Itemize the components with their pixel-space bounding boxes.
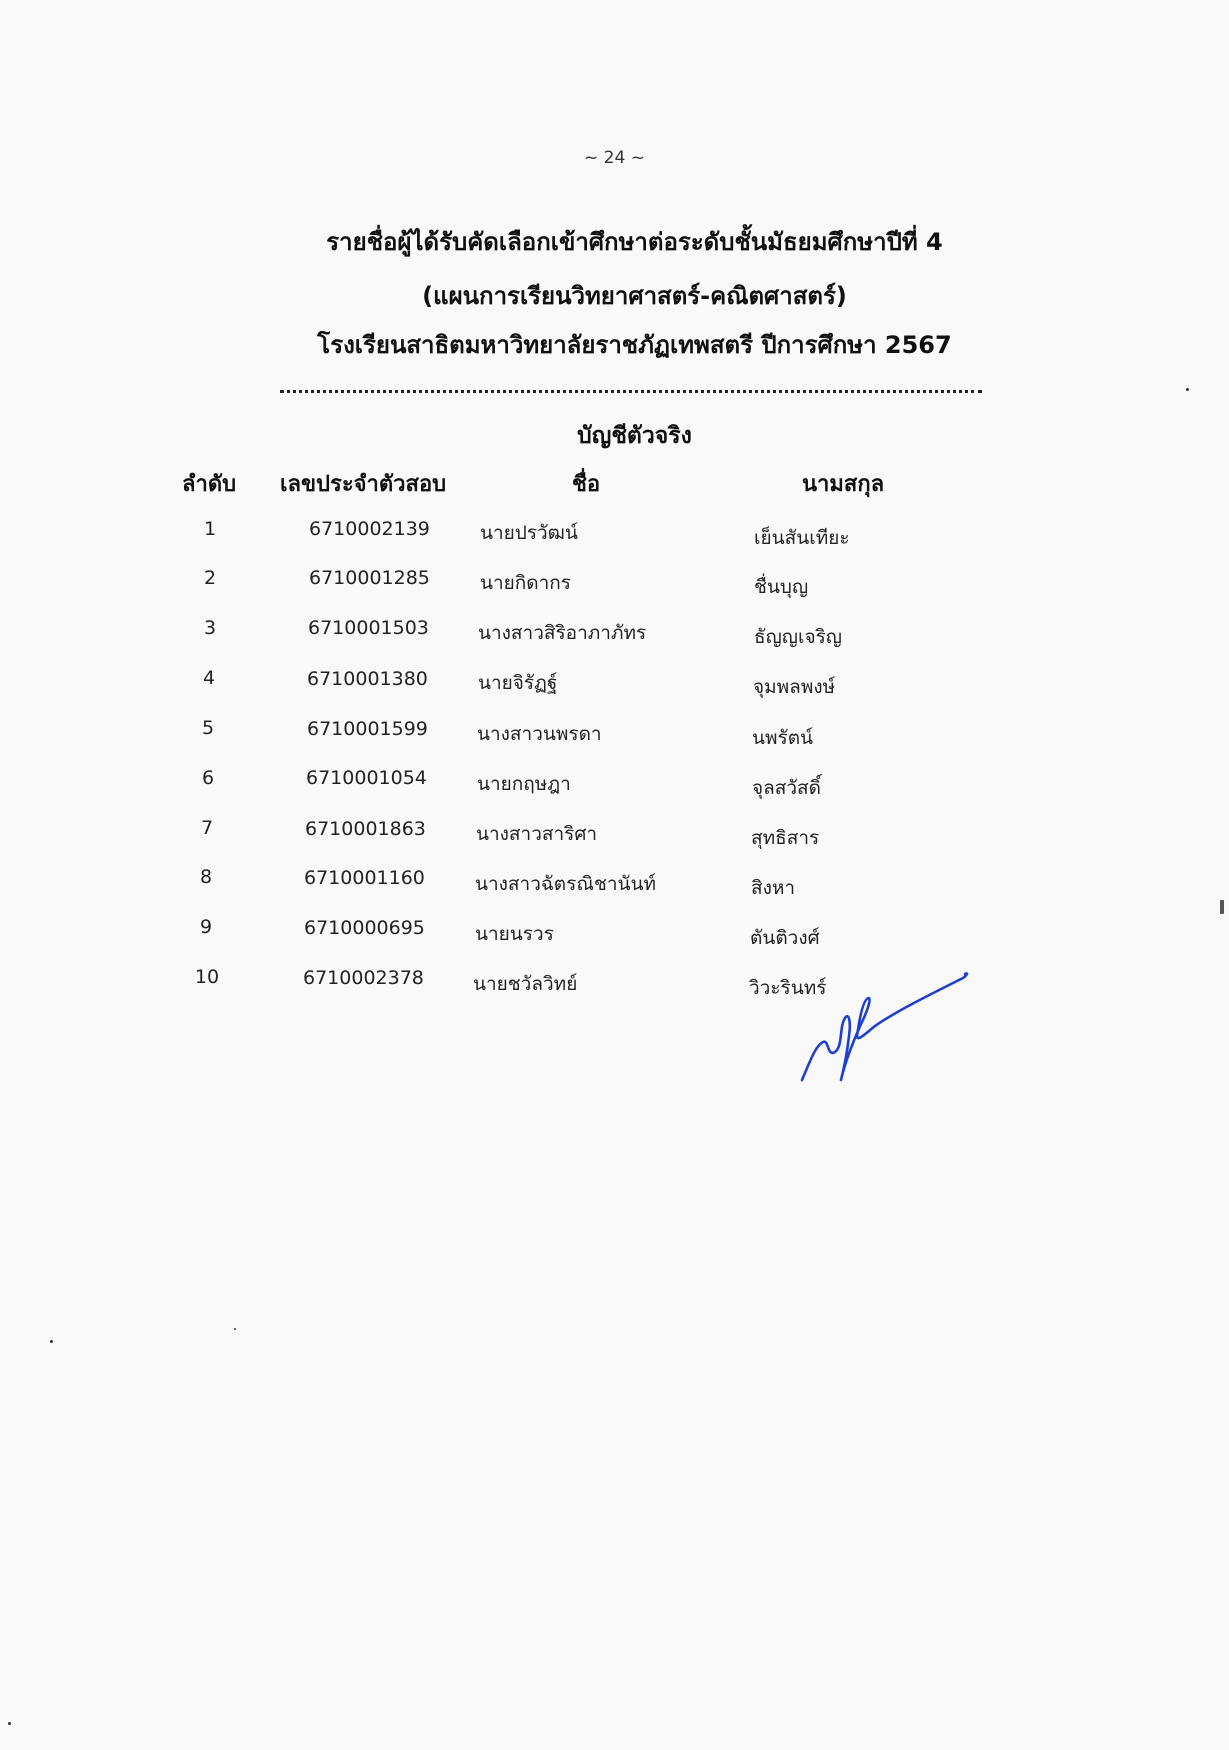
row-first-name: นางสาวสาริศา [476, 823, 598, 845]
row-order: 5 [201, 717, 215, 739]
row-last-name: ชื่นบุญ [754, 576, 809, 598]
row-last-name: จุมพลพงษ์ [753, 676, 836, 698]
row-last-name: จุลสวัสดิ์ [752, 777, 821, 799]
row-last-name: สิงหา [751, 877, 796, 899]
row-exam-id: 6710001054 [306, 767, 427, 789]
row-last-name: ตันติวงศ์ [750, 927, 820, 949]
column-header-last-name: นามสกุล [802, 472, 885, 497]
scan-speck [50, 1340, 53, 1343]
document-title-line-2: (แผนการเรียนวิทยาศาสตร์-คณิตศาสตร์) [422, 282, 847, 310]
row-exam-id: 6710000695 [304, 917, 425, 939]
row-exam-id: 6710002378 [303, 967, 424, 989]
scan-speck [1186, 388, 1189, 391]
scan-speck [8, 1722, 11, 1725]
row-order: 10 [194, 966, 220, 988]
row-exam-id: 6710001599 [307, 718, 428, 740]
row-last-name: วิวะรินทร์ [749, 977, 827, 999]
row-order: 7 [200, 817, 214, 839]
row-order: 4 [202, 667, 216, 689]
row-order: 1 [203, 518, 217, 540]
row-first-name: นายชวัลวิทย์ [473, 973, 578, 995]
scan-speck [234, 1328, 236, 1330]
row-order: 2 [203, 567, 217, 589]
row-exam-id: 6710001503 [308, 617, 429, 639]
row-first-name: นายจิรัฏฐ์ [478, 672, 558, 694]
row-exam-id: 6710001863 [305, 818, 426, 840]
scan-edge-mark [1220, 900, 1224, 914]
dotted-separator [280, 390, 982, 393]
column-header-order: ลำดับ [182, 472, 237, 497]
page-number: ~ 24 ~ [584, 148, 645, 168]
row-last-name: สุทธิสาร [751, 827, 820, 849]
row-exam-id: 6710001380 [307, 668, 428, 690]
row-first-name: นายนรวร [475, 923, 554, 945]
row-last-name: นพรัตน์ [752, 727, 814, 749]
handwritten-signature [795, 962, 970, 1087]
row-exam-id: 6710001160 [304, 867, 425, 889]
row-exam-id: 6710002139 [309, 518, 430, 540]
row-order: 9 [199, 916, 213, 938]
document-title-line-1: รายชื่อผู้ได้รับคัดเลือกเข้าศึกษาต่อระดับชั้นมัธยมศึกษาปีที่ 4 [326, 228, 943, 256]
row-order: 3 [203, 617, 217, 639]
column-header-first-name: ชื่อ [572, 472, 601, 497]
column-header-exam-id: เลขประจำตัวสอบ [280, 472, 447, 497]
row-last-name: ธัญญเจริญ [754, 626, 842, 648]
row-first-name: นางสาวนพรดา [477, 723, 602, 745]
signature-stroke [802, 973, 967, 1080]
row-first-name: นางสาวฉัตรณิชานันท์ [475, 873, 657, 895]
row-first-name: นายปรวัฒน์ [480, 522, 578, 544]
row-order: 8 [199, 866, 213, 888]
row-exam-id: 6710001285 [309, 567, 430, 589]
document-title-line-3: โรงเรียนสาธิตมหาวิทยาลัยราชภัฏเทพสตรี ปีการศึกษา 2567 [317, 331, 952, 359]
row-first-name: นายกฤษฎา [477, 773, 571, 795]
list-title: บัญชีตัวจริง [577, 423, 692, 449]
row-first-name: นางสาวสิริอาภาภัทร [478, 622, 647, 644]
row-last-name: เย็นสันเทียะ [754, 527, 850, 549]
row-first-name: นายกิดากร [480, 572, 572, 594]
row-order: 6 [201, 767, 215, 789]
